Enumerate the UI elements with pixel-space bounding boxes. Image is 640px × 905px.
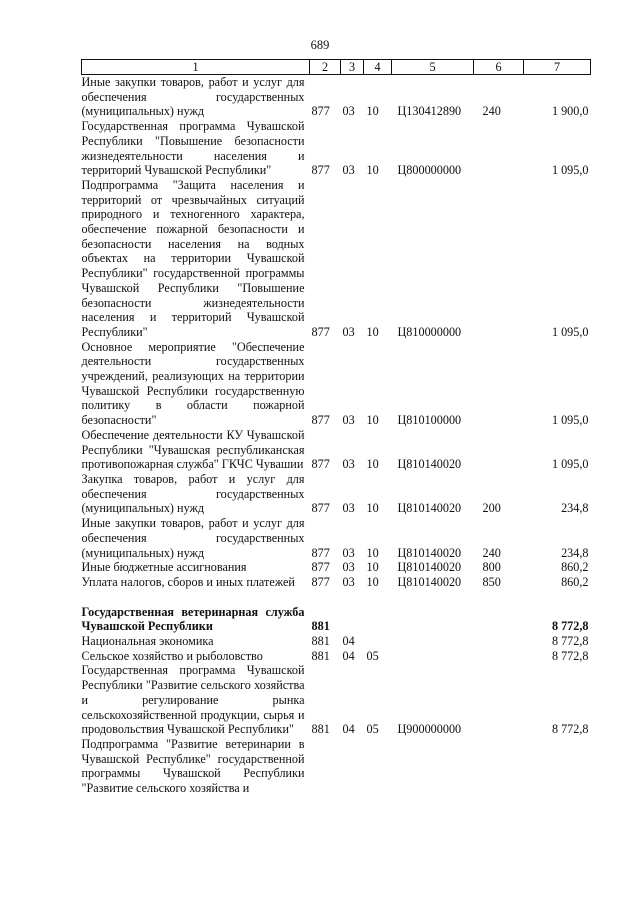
table-row <box>82 663 591 737</box>
row-name-cell: Уплата налогов, сборов и иных платежей <box>81 574 295 589</box>
row-c7-cell: 1 095,0 <box>551 163 589 178</box>
row-c5-cell <box>392 634 474 649</box>
row-c7-cell: 234,8 <box>561 501 589 516</box>
row-c6-cell: 800 <box>482 560 501 575</box>
table-row <box>82 560 591 575</box>
row-c2-cell: 881 <box>311 619 330 634</box>
row-c7-cell: 860,2 <box>561 574 589 589</box>
row-c5-cell: Ц800000000 <box>397 163 462 178</box>
row-c2-cell: 877 <box>311 413 330 428</box>
row-c7-cell <box>524 737 591 796</box>
row-c3-cell: 03 <box>342 560 355 575</box>
row-c5-cell: Ц810140020 <box>397 457 462 472</box>
row-c5-cell: Ц810140020 <box>397 560 462 575</box>
row-c2-cell: 881 <box>311 648 330 663</box>
row-c7-cell: 8 772,8 <box>551 648 589 663</box>
row-c7-cell: 1 095,0 <box>551 457 589 472</box>
row-c6-cell <box>474 634 524 649</box>
row-c2-cell: 877 <box>311 104 330 119</box>
row-c4-cell: 10 <box>366 457 379 472</box>
row-c3-cell: 03 <box>342 501 355 516</box>
row-c6-cell: 240 <box>482 545 501 560</box>
row-name-cell: Подпрограмма "Развитие ветеринарии в Чувашской Республике" государственной программы Чувашской Республики "Развитие сельского хозяйства и <box>81 736 305 796</box>
row-c4-cell: 10 <box>366 324 379 339</box>
row-c6-cell <box>474 649 524 664</box>
row-c4-cell <box>364 634 392 649</box>
column-header: 6 <box>474 60 524 75</box>
row-c6-cell: 200 <box>482 501 501 516</box>
budget-table <box>81 59 591 796</box>
row-c3-cell: 04 <box>342 648 355 663</box>
column-header: 1 <box>82 60 310 75</box>
row-c4-cell: 10 <box>366 413 379 428</box>
row-c4-cell: 05 <box>366 648 379 663</box>
table-row <box>82 649 591 664</box>
row-c4-cell: 10 <box>366 545 379 560</box>
column-header: 7 <box>524 60 591 75</box>
row-c2-cell: 877 <box>311 457 330 472</box>
row-c5-cell: Ц810140020 <box>397 574 462 589</box>
column-header: 3 <box>341 60 364 75</box>
row-c7-cell: 1 095,0 <box>551 324 589 339</box>
row-c7-cell: 234,8 <box>561 545 589 560</box>
row-c3-cell: 03 <box>342 324 355 339</box>
row-c4-cell: 10 <box>366 501 379 516</box>
column-header: 2 <box>310 60 341 75</box>
row-c3-cell: 03 <box>342 163 355 178</box>
table-row <box>82 428 591 472</box>
table-row <box>82 634 591 649</box>
row-c5-cell: Ц900000000 <box>397 722 462 737</box>
row-name-cell: Государственная ветеринарная служба Чувашской Республики <box>81 604 305 634</box>
row-name-cell: Государственная программа Чувашской Республики "Повышение безопасности жизнедеятельности населения и территорий Чувашской Республики" <box>81 119 305 178</box>
row-c2-cell: 877 <box>311 560 330 575</box>
row-c6-cell <box>474 178 524 340</box>
row-c4-cell <box>364 605 392 634</box>
row-c3-cell: 03 <box>342 104 355 119</box>
table-row <box>82 737 591 796</box>
table-spacer-row <box>82 590 591 605</box>
table-row <box>82 75 591 120</box>
table-row <box>82 472 591 516</box>
row-c5-cell: Ц810140020 <box>397 545 462 560</box>
row-c4-cell: 10 <box>366 104 379 119</box>
row-c5-cell <box>392 737 474 796</box>
row-c5-cell <box>392 605 474 634</box>
row-c5-cell: Ц130412890 <box>397 104 462 119</box>
page-number: 689 <box>310 38 330 52</box>
row-c2-cell: 877 <box>311 163 330 178</box>
row-c7-cell: 8 772,8 <box>551 619 589 634</box>
row-c2-cell: 877 <box>311 545 330 560</box>
row-c7-cell: 860,2 <box>561 560 589 575</box>
row-c6-cell <box>474 340 524 428</box>
row-c2-cell: 877 <box>311 501 330 516</box>
row-c5-cell: Ц810140020 <box>397 501 462 516</box>
table-row <box>82 516 591 560</box>
row-c3-cell <box>341 605 364 634</box>
row-c3-cell: 04 <box>342 634 355 649</box>
row-name-cell: Подпрограмма "Защита населения и территорий от чрезвычайных ситуаций природного и техногенного характера, обеспечение пожарной безопасности и безопасности населения на водных объектах на территории Чувашской Республики" государственной программы Чувашской Республики "Повышение безопасности жизнедеятельности населения и территорий Чувашской Республики" <box>81 177 305 339</box>
row-name-cell: Основное мероприятие "Обеспечение деятельности государственных учреждений, реализующих на территории Чувашской Республики государственную политику в области пожарной безопасности" <box>81 339 305 428</box>
row-name-cell: Закупка товаров, работ и услуг для обеспечения государственных (муниципальных) нужд <box>81 471 305 516</box>
table-row <box>82 340 591 428</box>
row-c2-cell <box>310 737 341 796</box>
column-header: 4 <box>364 60 392 75</box>
row-c4-cell: 05 <box>366 722 379 737</box>
row-c6-cell <box>474 605 524 634</box>
row-name-cell: Сельское хозяйство и рыболовство <box>81 648 263 663</box>
row-name-cell: Национальная экономика <box>81 634 214 649</box>
row-c4-cell: 10 <box>366 560 379 575</box>
row-name-cell: Государственная программа Чувашской Республики "Развитие сельского хозяйства и регулирование рынка сельскохозяйственной продукции, сырья и продовольствия Чувашской Республики" <box>81 663 305 737</box>
row-c5-cell: Ц810000000 <box>397 324 462 339</box>
table-row <box>82 178 591 340</box>
row-c4-cell: 10 <box>366 574 379 589</box>
row-c6-cell <box>474 663 524 737</box>
table-body <box>82 75 591 796</box>
row-c7-cell: 8 772,8 <box>551 634 589 649</box>
row-c3-cell: 03 <box>342 413 355 428</box>
row-c6-cell: 850 <box>482 574 501 589</box>
row-c7-cell: 8 772,8 <box>551 722 589 737</box>
row-c7-cell: 1 900,0 <box>551 104 589 119</box>
row-c6-cell <box>474 428 524 472</box>
row-c7-cell: 1 095,0 <box>551 413 589 428</box>
row-c4-cell: 10 <box>366 163 379 178</box>
row-c6-cell <box>474 737 524 796</box>
table-row <box>82 575 591 590</box>
row-c6-cell: 240 <box>482 104 501 119</box>
row-c3-cell: 03 <box>342 574 355 589</box>
row-name-cell: Обеспечение деятельности КУ Чувашской Республики "Чувашская республиканская противопожарная служба" ГКЧС Чувашии <box>81 427 305 472</box>
row-c5-cell: Ц810100000 <box>397 413 462 428</box>
row-c4-cell <box>364 737 392 796</box>
row-name-cell: Иные бюджетные ассигнования <box>81 560 247 575</box>
row-c5-cell <box>392 649 474 664</box>
row-c6-cell <box>474 119 524 178</box>
row-c3-cell: 03 <box>342 545 355 560</box>
column-header: 5 <box>392 60 474 75</box>
row-c2-cell: 881 <box>311 634 330 649</box>
table-header-row <box>82 60 591 75</box>
row-c2-cell: 877 <box>311 324 330 339</box>
row-c3-cell <box>341 737 364 796</box>
row-c3-cell: 03 <box>342 457 355 472</box>
row-name-cell: Иные закупки товаров, работ и услуг для обеспечения государственных (муниципальных) нужд <box>81 75 305 119</box>
spacer-cell <box>82 590 591 605</box>
row-c2-cell: 877 <box>311 574 330 589</box>
table-row <box>82 119 591 178</box>
row-c2-cell: 881 <box>311 722 330 737</box>
row-c3-cell: 04 <box>342 722 355 737</box>
table-row <box>82 605 591 634</box>
row-name-cell: Иные закупки товаров, работ и услуг для обеспечения государственных (муниципальных) нужд <box>81 516 305 560</box>
